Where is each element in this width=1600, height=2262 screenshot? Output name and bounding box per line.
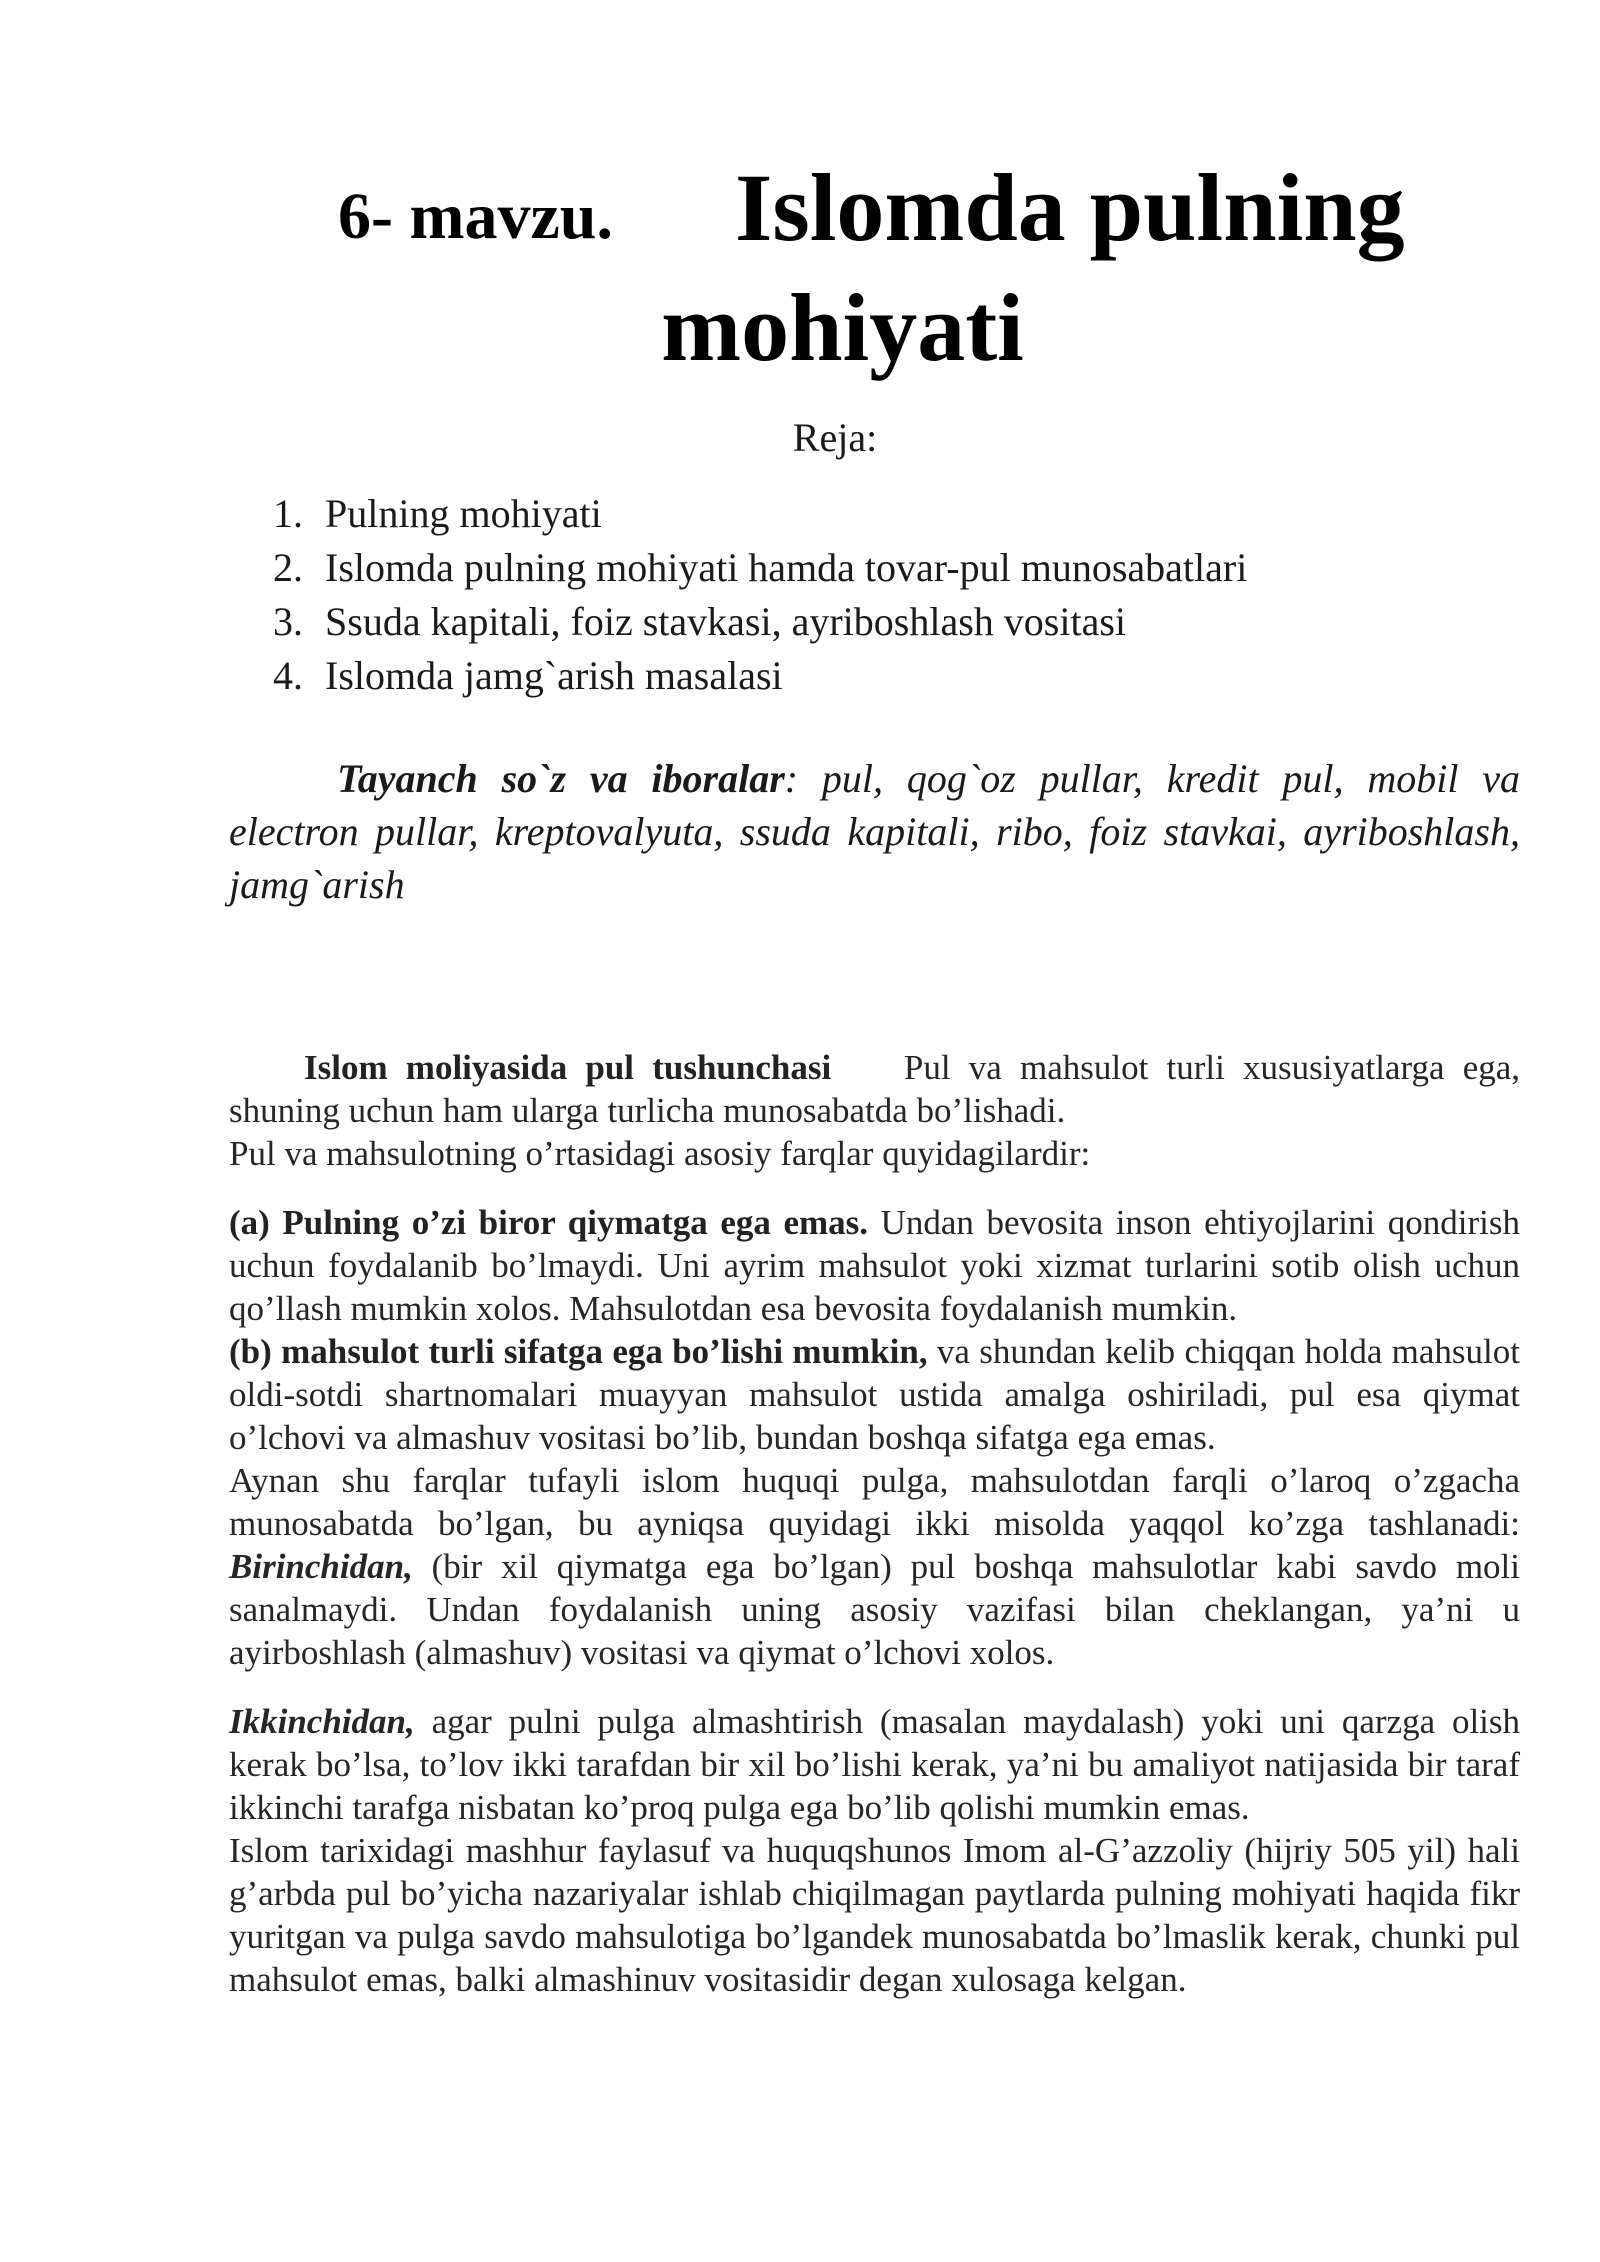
plan-item-text: Ssuda kapitali, foiz stavkasi, ayriboshlash vositasi [325,599,1126,644]
first-label: Birinchidan, [229,1547,413,1586]
differences-paragraph [229,1459,1520,1674]
plan-item-number: 2. [273,545,303,590]
keywords-label: Tayanch so`z va iboralar [337,756,785,801]
plan-item [273,487,1247,541]
keywords-paragraph [229,752,1520,911]
plan-item-text: Islomda pulning mohiyati hamda tovar-pul munosabatlari [325,545,1248,590]
intro-paragraph [229,1046,1520,1132]
page-title [0,154,1600,270]
first-text: (bir xil qiymatga ega bo’lgan) pul boshqa mahsulotlar kabi savdo moli sanalmaydi. Undan foydalanish uning asosiy vazifasi bilan cheklangan, ya’ni u ayirboshlash (almashuv) vositasi va qiymat o’lchovi xolos. [229,1547,1520,1672]
second-paragraph [229,1700,1520,1829]
intro-paragraph-2: Pul va mahsulotning o’rtasidagi asosiy farqlar quyidagilardir: [229,1134,1091,1173]
topic-number: 6- mavzu. [338,180,613,253]
plan-item-text: Islomda jamg`arish masalasi [325,653,783,698]
plan-item-number: 4. [273,653,303,698]
intro-text: Pul va mahsulot turli xususiyatlarga ega, shuning uchun ham ularga turlicha munosabatda bo’lishadi. [229,1048,1521,1130]
body-text [229,1046,1520,2001]
plan-heading: Reja: [792,415,878,460]
point-a-heading: (a) Pulning o’zi biror qiymatga ega emas. [229,1203,869,1242]
plan-item [273,595,1247,649]
title-line-1: Islomda pulning [735,154,1405,261]
point-b-heading: (b) mahsulot turli sifatga ega bo’lishi mumkin, [229,1332,928,1371]
plan-item [273,541,1247,595]
plan-list [273,487,1247,703]
plan-item [273,649,1247,703]
section-heading: Islom moliyasida pul tushunchasi [304,1048,832,1087]
point-a-paragraph [229,1201,1520,1330]
title-line-2: mohiyati [661,274,1024,381]
point-b-paragraph [229,1330,1520,1459]
second-label: Ikkinchidan, [229,1702,415,1741]
plan-item-number: 1. [273,491,303,536]
point-b-text: va shundan kelib chiqqan holda mahsulot oldi-sotdi shartnomalari muayyan mahsulot ustida amalga oshiriladi, pul esa qiymat o’lchovi va almashuv vositasi bo’lib, bundan boshqa sifatga ega emas. [229,1332,1520,1457]
ghazali-paragraph: Islom tarixidagi mashhur faylasuf va huquqshunos Imom al-G’azzoliy (hijriy 505 yil) hali g’arbda pul bo’yicha nazariyalar ishlab chiqilmagan paytlarda pulning mohiyati haqida fikr yuritgan va pulga savdo mahsulotiga bo’lgandek munosabatda bo’lmaslik kerak, chunki pul mahsulot emas, balki almashinuv vositasidir degan xulosaga kelgan. [229,1831,1520,1999]
keywords-text: : pul, qog`oz pullar, kredit pul, mobil va electron pullar, kreptovalyuta, ssuda kapitali, ribo, foiz stavkai, ayriboshlash, jamg`arish [229,756,1521,907]
plan-item-number: 3. [273,599,303,644]
second-text: agar pulni pulga almashtirish (masalan maydalash) yoki uni qarzga olish kerak bo’lsa, to’lov ikki tarafdan bir xil bo’lishi kerak, ya’ni bu amaliyot natijasida bir taraf ikkinchi tarafga nisbatan ko’proq pulga ega bo’lib qolishi mumkin emas. [229,1702,1521,1827]
point-a-text: Undan bevosita inson ehtiyojlarini qondirish uchun foydalanib bo’lmaydi. Uni ayrim mahsulot yoki xizmat turlarini sotib olish uchun qo’llash mumkin xolos. Mahsulotdan esa bevosita foydalanish mumkin. [229,1203,1520,1328]
plan-item-text: Pulning mohiyati [325,491,602,536]
differences-text: Aynan shu farqlar tufayli islom huquqi pulga, mahsulotdan farqli o’laroq o’zgacha munosabatda bo’lgan, bu ayniqsa quyidagi ikki misolda yaqqol ko’zga tashlanadi: [229,1461,1520,1543]
